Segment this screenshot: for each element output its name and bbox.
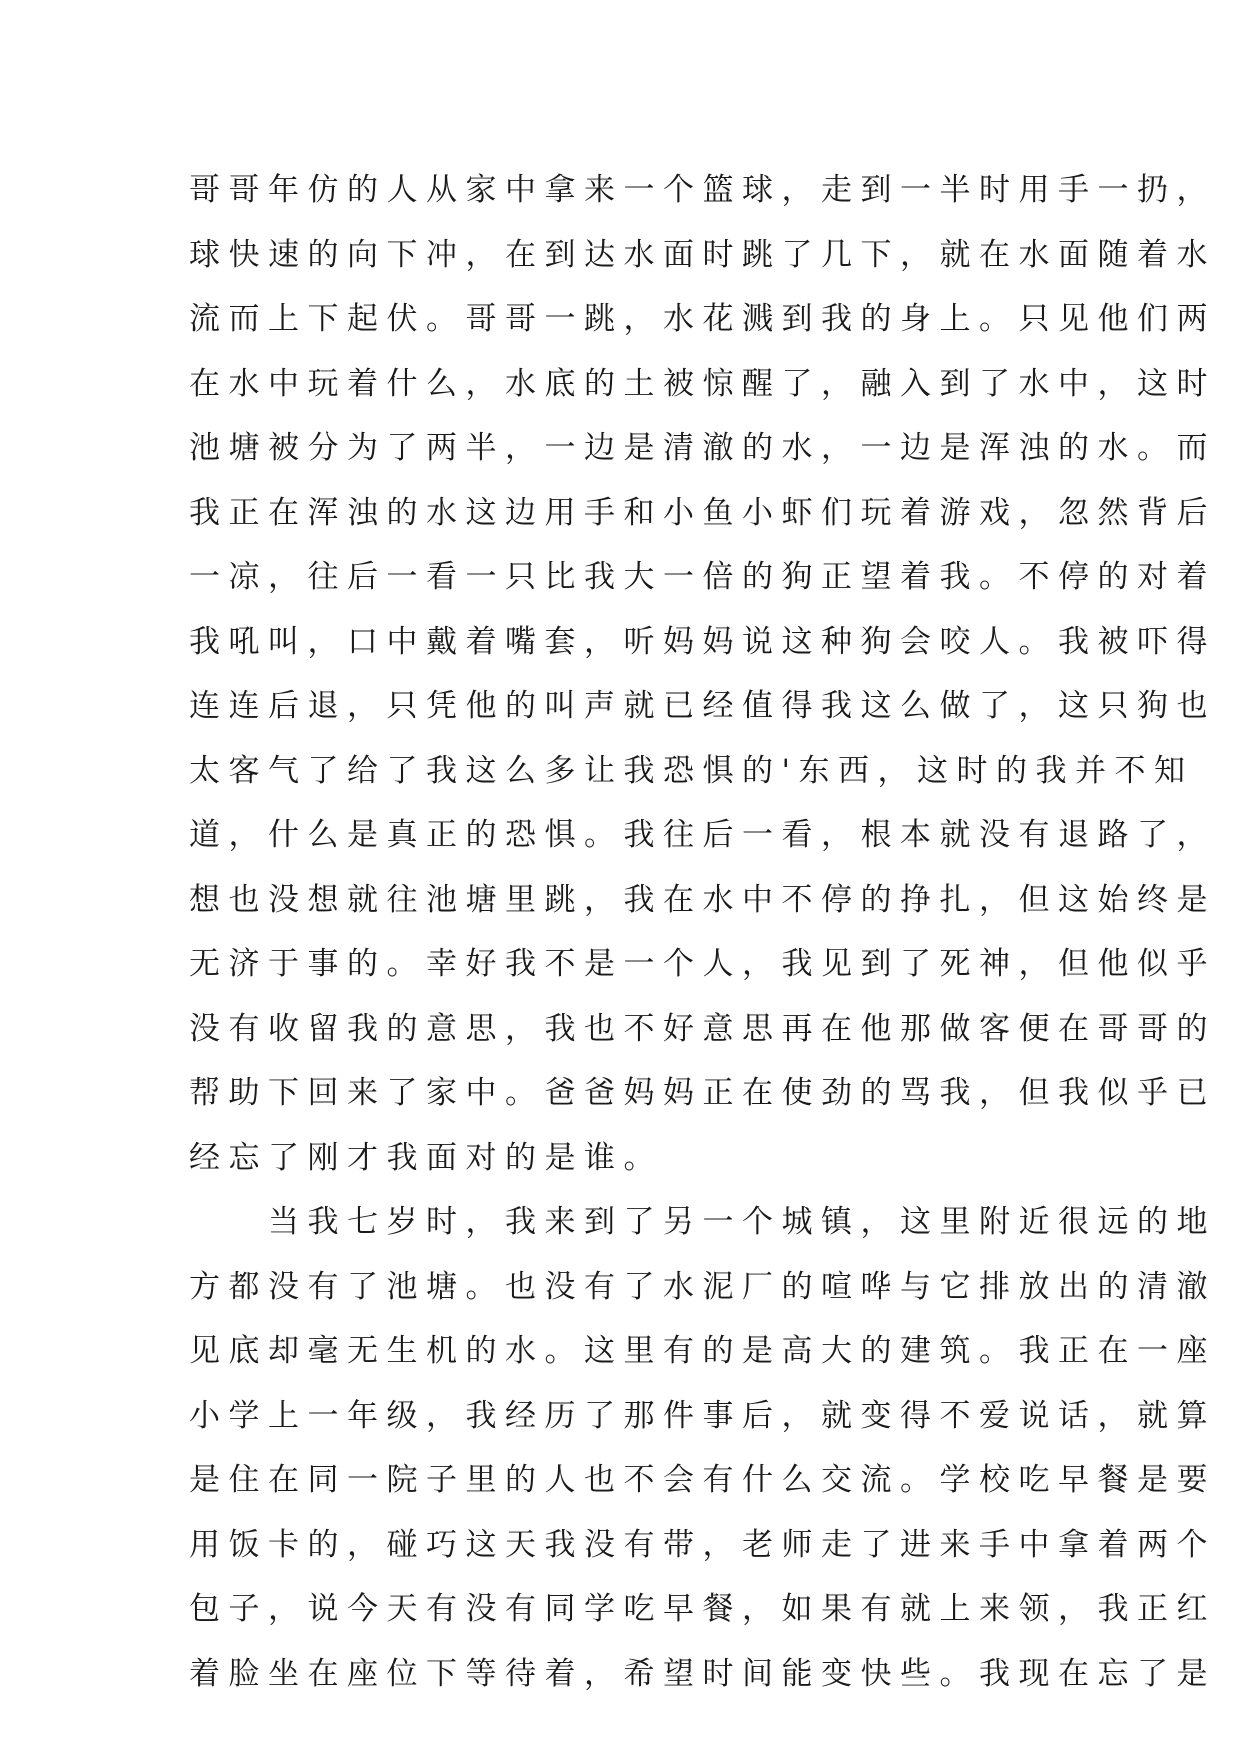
text-line: 一凉，往后一看一只比我大一倍的狗正望着我。不停的对着 [189, 559, 1216, 595]
text-line: 当我七岁时，我来到了另一个城镇，这里附近很远的地 [189, 1204, 1216, 1240]
text-line: 是住在同一院子里的人也不会有什么交流。学校吃早餐是要 [189, 1462, 1216, 1498]
text-line: 小学上一年级，我经历了那件事后，就变得不爱说话，就算 [189, 1397, 1216, 1434]
text-line: 着脸坐在座位下等待着，希望时间能变快些。我现在忘了是 [189, 1655, 1216, 1692]
text-line: 池塘被分为了两半，一边是清澈的水，一边是浑浊的水。而 [189, 430, 1216, 466]
text-line: 连连后退，只凭他的叫声就已经值得我这么做了，这只狗也 [189, 688, 1216, 724]
text-line: 包子，说今天有没有同学吃早餐，如果有就上来领，我正红 [189, 1591, 1216, 1627]
text-line: 方都没有了池塘。也没有了水泥厂的喧哗与它排放出的清澈 [189, 1268, 1216, 1305]
text-line: 用饭卡的，碰巧这天我没有带，老师走了进来手中拿着两个 [189, 1526, 1216, 1563]
body-text [189, 158, 1216, 1706]
text-line: 想也没想就往池塘里跳，我在水中不停的挣扎，但这始终是 [189, 881, 1216, 918]
text-line: 经忘了刚才我面对的是谁。 [189, 1139, 663, 1176]
text-line: 没有收留我的意思，我也不好意思再在他那做客便在哥哥的 [189, 1010, 1216, 1047]
text-line: 在水中玩着什么，水底的土被惊醒了，融入到了水中，这时 [189, 365, 1216, 402]
text-line: 我正在浑浊的水这边用手和小鱼小虾们玩着游戏，忽然背后 [189, 494, 1216, 531]
text-line: 无济于事的。幸好我不是一个人，我见到了死神，但他似乎 [189, 946, 1216, 982]
text-line: 道，什么是真正的恐惧。我往后一看，根本就没有退路了， [189, 817, 1216, 853]
text-line: 见底却毫无生机的水。这里有的是高大的建筑。我正在一座 [189, 1333, 1216, 1369]
text-line: 球快速的向下冲，在到达水面时跳了几下，就在水面随着水 [189, 236, 1216, 273]
text-line: 我吼叫，口中戴着嘴套，听妈妈说这种狗会咬人。我被吓得 [189, 623, 1216, 660]
text-line: 帮助下回来了家中。爸爸妈妈正在使劲的骂我，但我似乎已 [189, 1075, 1216, 1111]
text-line: 流而上下起伏。哥哥一跳，水花溅到我的身上。只见他们两 [189, 301, 1216, 337]
text-line: 太客气了给了我这么多让我恐惧的'东西，这时的我并不知 [189, 752, 1194, 789]
text-line: 哥哥年仿的人从家中拿来一个篮球，走到一半时用手一扔， [189, 172, 1216, 208]
